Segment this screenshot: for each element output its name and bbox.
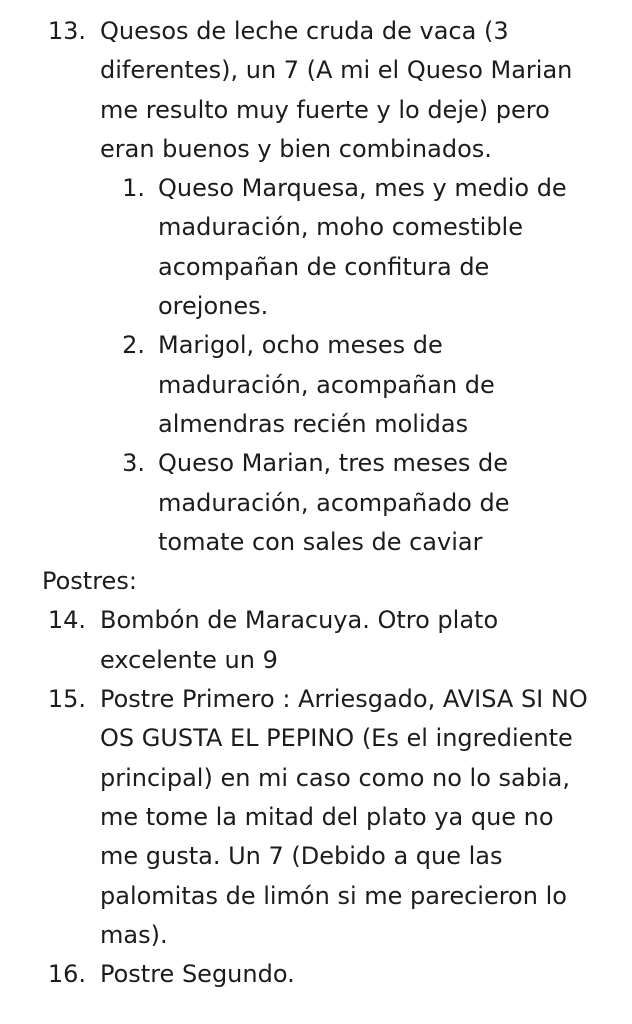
list-number: 15. <box>47 685 86 714</box>
list-item-text: Quesos de leche cruda de vaca (3 diferentes), un 7 (A mi el Queso Marian me resulto muy fuerte y lo deje) pero eran buenos y bien combinados. <box>100 17 573 163</box>
list-item-13 <box>0 12 632 169</box>
section-heading-text: Postres: <box>42 567 137 596</box>
list-item-text: Bombón de Maracuya. Otro plato excelente un 9 <box>100 606 499 674</box>
sub-list-item-text: Marigol, ocho meses de maduración, acompañan de almendras recién molidas <box>158 331 495 438</box>
section-heading-postres <box>0 562 632 601</box>
sub-list-number: 2. <box>122 331 145 360</box>
list-item-14 <box>0 601 632 680</box>
list-number: 14. <box>47 606 86 635</box>
sub-list-item-2 <box>0 326 632 444</box>
list-number: 16. <box>47 960 86 989</box>
sub-list-number: 1. <box>122 174 145 203</box>
list-item-16 <box>0 955 632 994</box>
sub-list-item-1 <box>0 169 632 326</box>
list-number: 13. <box>47 17 86 45</box>
list-item-15 <box>0 680 632 955</box>
document-body <box>0 12 632 994</box>
sub-list-item-text: Queso Marian, tres meses de maduración, acompañado de tomate con sales de caviar <box>158 449 510 556</box>
sub-list-item-3 <box>0 444 632 562</box>
sub-list-number: 3. <box>122 449 145 478</box>
list-item-text: Postre Primero : Arriesgado, AVISA SI NO OS GUSTA EL PEPINO (Es el ingrediente principal) en mi caso como no lo sabia, me tome la mitad del plato ya que no me gusta. Un 7 (Debido a que las palomitas de limón si me parecieron lo mas). <box>100 685 588 949</box>
list-item-text: Postre Segundo. <box>100 960 295 989</box>
sub-list-item-text: Queso Marquesa, mes y medio de maduración, moho comestible acompañan de confitura de orejones. <box>158 174 567 321</box>
